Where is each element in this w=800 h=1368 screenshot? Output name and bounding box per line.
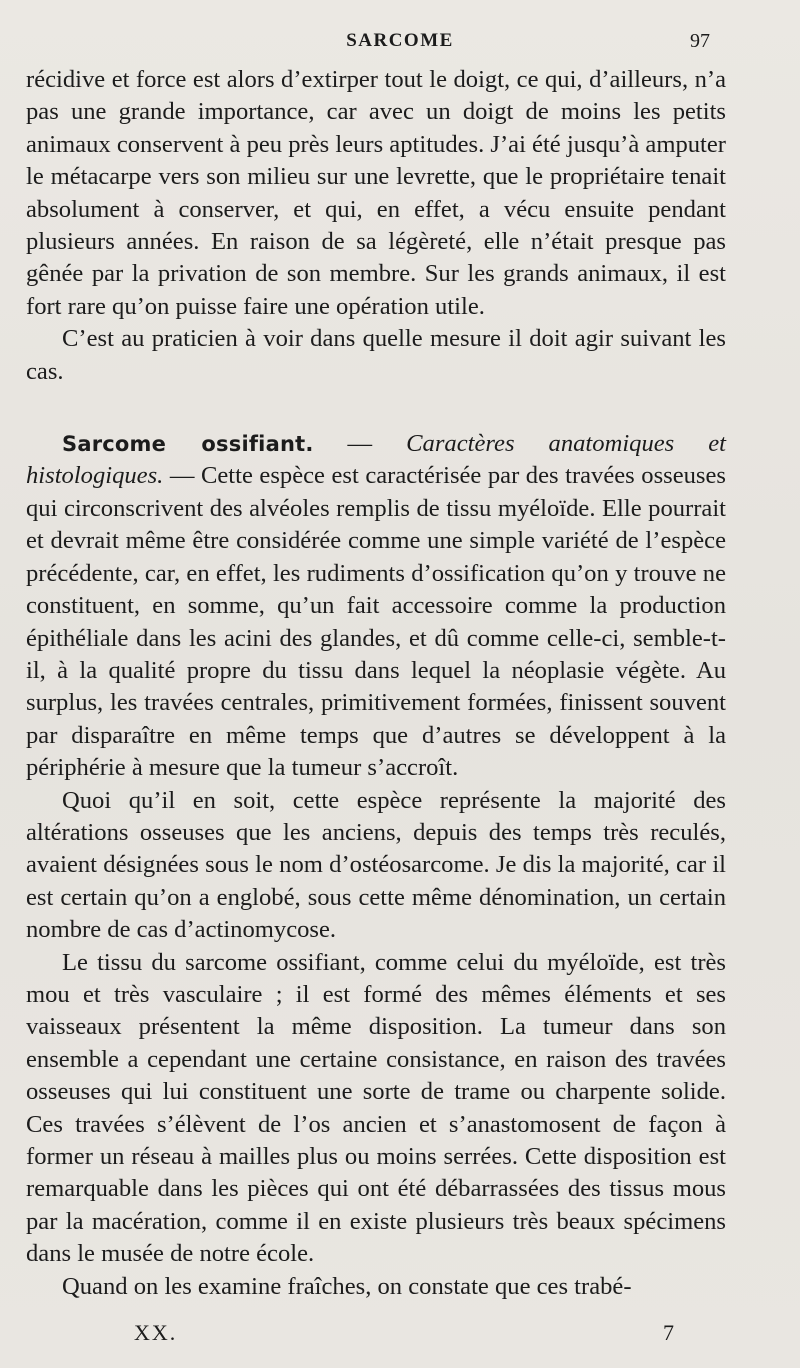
paragraph-section-intro [26,428,726,784]
page-footer [60,1320,740,1350]
sheet-number: 7 [663,1320,674,1345]
paragraph-continuation: récidive et force est alors d’extirper tout le doigt, ce qui, d’ailleurs, n’a pas une grande importance, car avec un doigt de moins les petits animaux conservent à peu près leurs aptitudes. J’ai été jusqu’à amputer le métacarpe vers son milieu sur une levrette, que le propriétaire tenait absolument à conserver, et qui, en effet, a vécu ensuite pendant plusieurs années. En raison de sa légèreté, elle n’était presque pas gênée par la privation de son membre. Sur les grands animaux, il est fort rare qu’on puisse faire une opération utile. [26,66,726,320]
paragraph-osteosarcome: Quoi qu’il en soit, cette espèce représente la majorité des altérations osseuses que les anciens, depuis des temps très reculés, avaient désignées sous le nom d’ostéosarcome. Je dis la majorité, car il est certain qu’on a englobé, sous cette même dénomination, un certain nombre de cas d’actinomycose. [26,786,726,944]
signature-mark: XX. [134,1320,178,1345]
section-dash: — [313,430,407,458]
paragraph-examine: Quand on les examine fraîches, on constate que ces trabé- [62,1272,632,1300]
body-text [26,64,726,1303]
running-title: SARCOME [346,30,454,51]
section-spacer [26,388,726,428]
paragraph-tissu: Le tissu du sarcome ossifiant, comme celui du myéloïde, est très mou et très vasculaire ; il est formé des mêmes éléments et ses vaisseaux présentent la même disposition. La tumeur dans son ensemble a cependant une certaine consistance, en raison des travées osseuses qui lui constituent une sorte de trame ou charpente solide. Ces travées s’élèvent de l’os ancien et s’anastomosent de façon à former un réseau à mailles plus ou moins serrées. Cette disposition est remarquable dans les pièces qui ont été débarrassées des tissus mous par la macération, comme il en existe plusieurs très beaux spécimens dans le musée de notre école. [26,948,726,1268]
section-intro-text: — Cette espèce est caractérisée par des travées osseuses qui circonscrivent des alvéoles remplis de tissu myéloïde. Elle pourrait et devrait même être considérée comme une simple variété de l’espèce précédente, car, en effet, les rudiments d’ossification qu’on y trouve ne constituent, en somme, qu’un fait accessoire comme la production épithéliale dans les acini des glandes, et dû comme celle-ci, semble-t-il, à la qualité propre du tissu dans lequel la néoplasie végète. Au surplus, les travées centrales, primitivement formées, finissent souvent par disparaître en même temps que d’autres se développent à la périphérie à mesure que la tumeur s’accroît. [26,462,726,782]
page-number: 97 [690,30,710,52]
section-title: Sarcome ossifiant. [62,432,314,457]
paragraph-praticien: C’est au praticien à voir dans quelle mesure il doit agir suivant les cas. [26,325,726,385]
page-header [60,30,740,58]
section-subtitle: Caractères anatomiques et histologiques. [26,430,726,490]
